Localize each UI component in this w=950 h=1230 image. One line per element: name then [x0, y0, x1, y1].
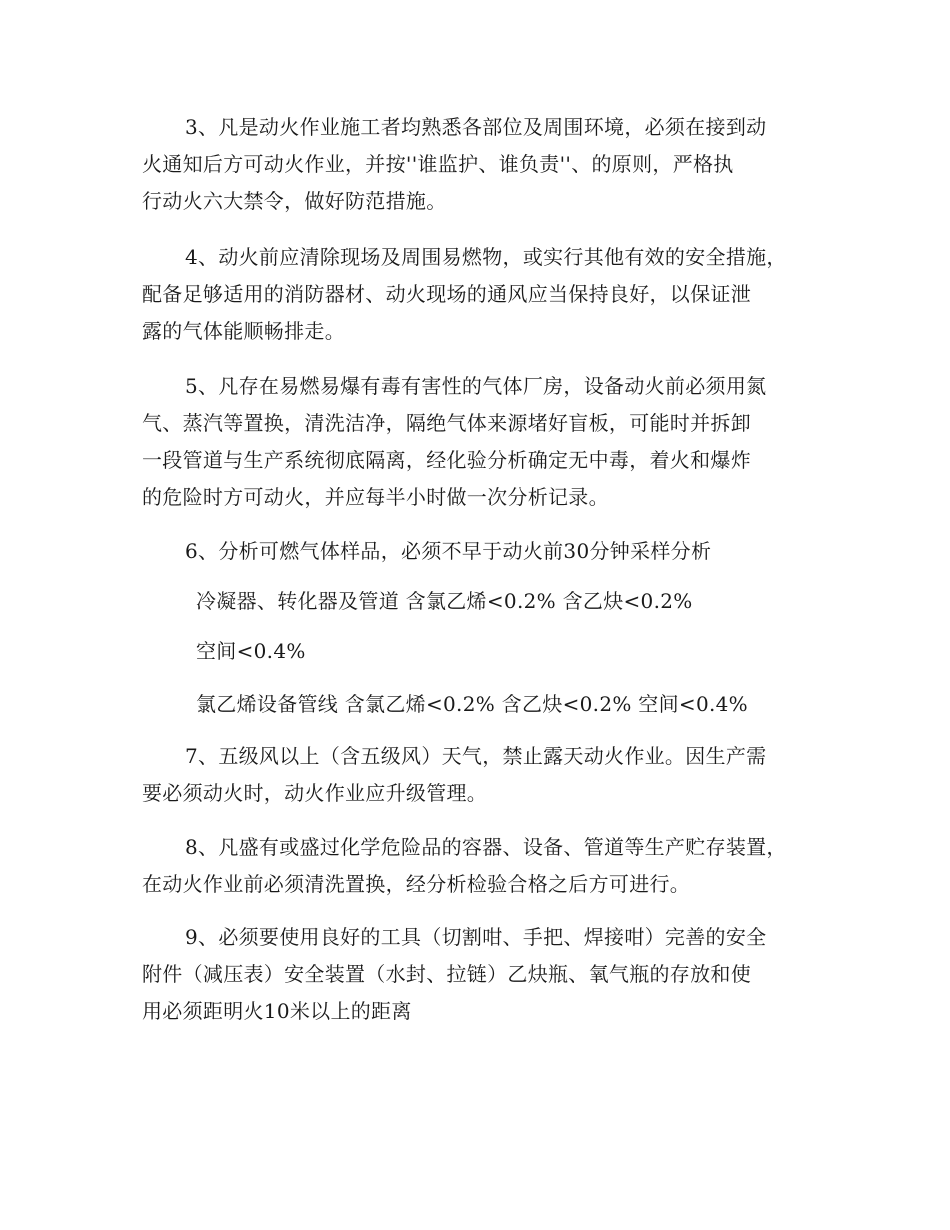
item-9-line-3: 用必须距明火10米以上的距离 — [142, 999, 412, 1023]
item-3-line-3: 行动火六大禁令，做好防范措施。 — [142, 189, 447, 213]
item-4-line-1: 4、动火前应清除现场及周围易燃物，或实行其他有效的安全措施， — [185, 245, 787, 269]
item-6-line-1: 6、分析可燃气体样品，必须不早于动火前30分钟采样分析 — [185, 539, 712, 563]
item-3-line-1: 3、凡是动火作业施工者均熟悉各部位及周围环境，必须在接到动 — [185, 115, 767, 139]
item-6-sub-c: 氯乙烯设备管线 含氯乙烯<0.2% 含乙炔<0.2% 空间<0.4% — [196, 692, 748, 716]
item-4-line-3: 露的气体能顺畅排走。 — [142, 319, 345, 343]
item-5-line-4: 的危险时方可动火，并应每半小时做一次分析记录。 — [142, 485, 609, 509]
item-6-sub-a: 冷凝器、转化器及管道 含氯乙烯<0.2% 含乙炔<0.2% — [196, 589, 693, 613]
item-8-line-2: 在动火作业前必须清洗置换，经分析检验合格之后方可进行。 — [142, 872, 691, 896]
item-5-line-3: 一段管道与生产系统彻底隔离，经化验分析确定无中毒，着火和爆炸 — [142, 448, 751, 472]
item-9-line-1: 9、必须要使用良好的工具（切割咁、手把、焊接咁）完善的安全 — [185, 925, 767, 949]
item-5-line-2: 气、蒸汽等置换，清洗洁净，隔绝气体来源堵好盲板，可能时并拆卸 — [142, 411, 751, 435]
item-3-line-2: 火通知后方可动火作业，并按''谁监护、谁负责''、的原则，严格执 — [142, 152, 734, 176]
item-4-line-2: 配备足够适用的消防器材、动火现场的通风应当保持良好，以保证泄 — [142, 282, 751, 306]
item-5-line-1: 5、凡存在易燃易爆有毒有害性的气体厂房，设备动火前必须用氮 — [185, 374, 767, 398]
item-9-line-2: 附件（减压表）安全装置（水封、拉链）乙炔瓶、氧气瓶的存放和使 — [142, 962, 751, 986]
item-6-sub-b: 空间<0.4% — [196, 639, 306, 663]
item-7-line-2: 要必须动火时，动火作业应升级管理。 — [142, 781, 488, 805]
item-7-line-1: 7、五级风以上（含五级风）天气，禁止露天动火作业。因生产需 — [185, 744, 767, 768]
item-8-line-1: 8、凡盛有或盛过化学危险品的容器、设备、管道等生产贮存装置， — [185, 835, 787, 859]
